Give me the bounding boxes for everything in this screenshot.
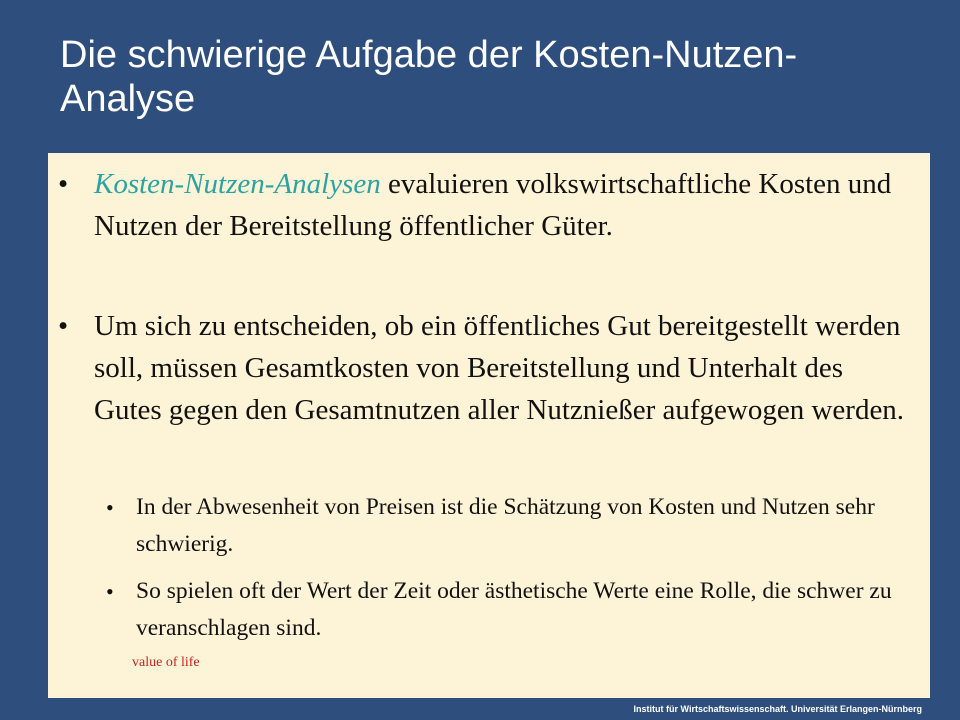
slide-title: Die schwierige Aufgabe der Kosten-Nutzen-Analyse	[60, 34, 798, 120]
bullet-marker: •	[106, 495, 114, 520]
bullet-text	[94, 163, 908, 247]
bullet-text: Um sich zu entscheiden, ob ein öffentliches Gut bereitgestellt werden soll, müssen Gesamtkosten von Bereitstellung und Unterhalt des Gutes gegen den Gesamtnutzen aller Nutznießer aufgewogen werden.	[94, 310, 905, 426]
bullet-body: evaluieren volkswirtschaftliche Kosten und Nutzen der Bereitstellung öffentlicher Güter.	[94, 168, 892, 242]
subbullet-text: So spielen oft der Wert der Zeit oder ästhetische Werte eine Rolle, die schwer zu veranschlagen sind.	[136, 578, 892, 641]
subbullet-item-2	[106, 573, 916, 647]
content-panel	[48, 153, 930, 698]
subbullet-item-1	[106, 489, 916, 563]
footer-institute: Institut für Wirtschaftswissenschaft. Universität Erlangen-Nürnberg	[633, 704, 922, 714]
note-value-of-life: value of life	[132, 655, 200, 670]
bullet-item-2	[58, 305, 908, 431]
subbullet-text: In der Abwesenheit von Preisen ist die Schätzung von Kosten und Nutzen sehr schwierig.	[136, 494, 875, 557]
bullet-marker: •	[58, 168, 69, 200]
bullet-marker: •	[58, 310, 69, 342]
highlight-term: Kosten-Nutzen-Analysen	[94, 168, 381, 200]
bullet-marker: •	[106, 579, 114, 604]
bullet-item-1	[58, 163, 908, 247]
